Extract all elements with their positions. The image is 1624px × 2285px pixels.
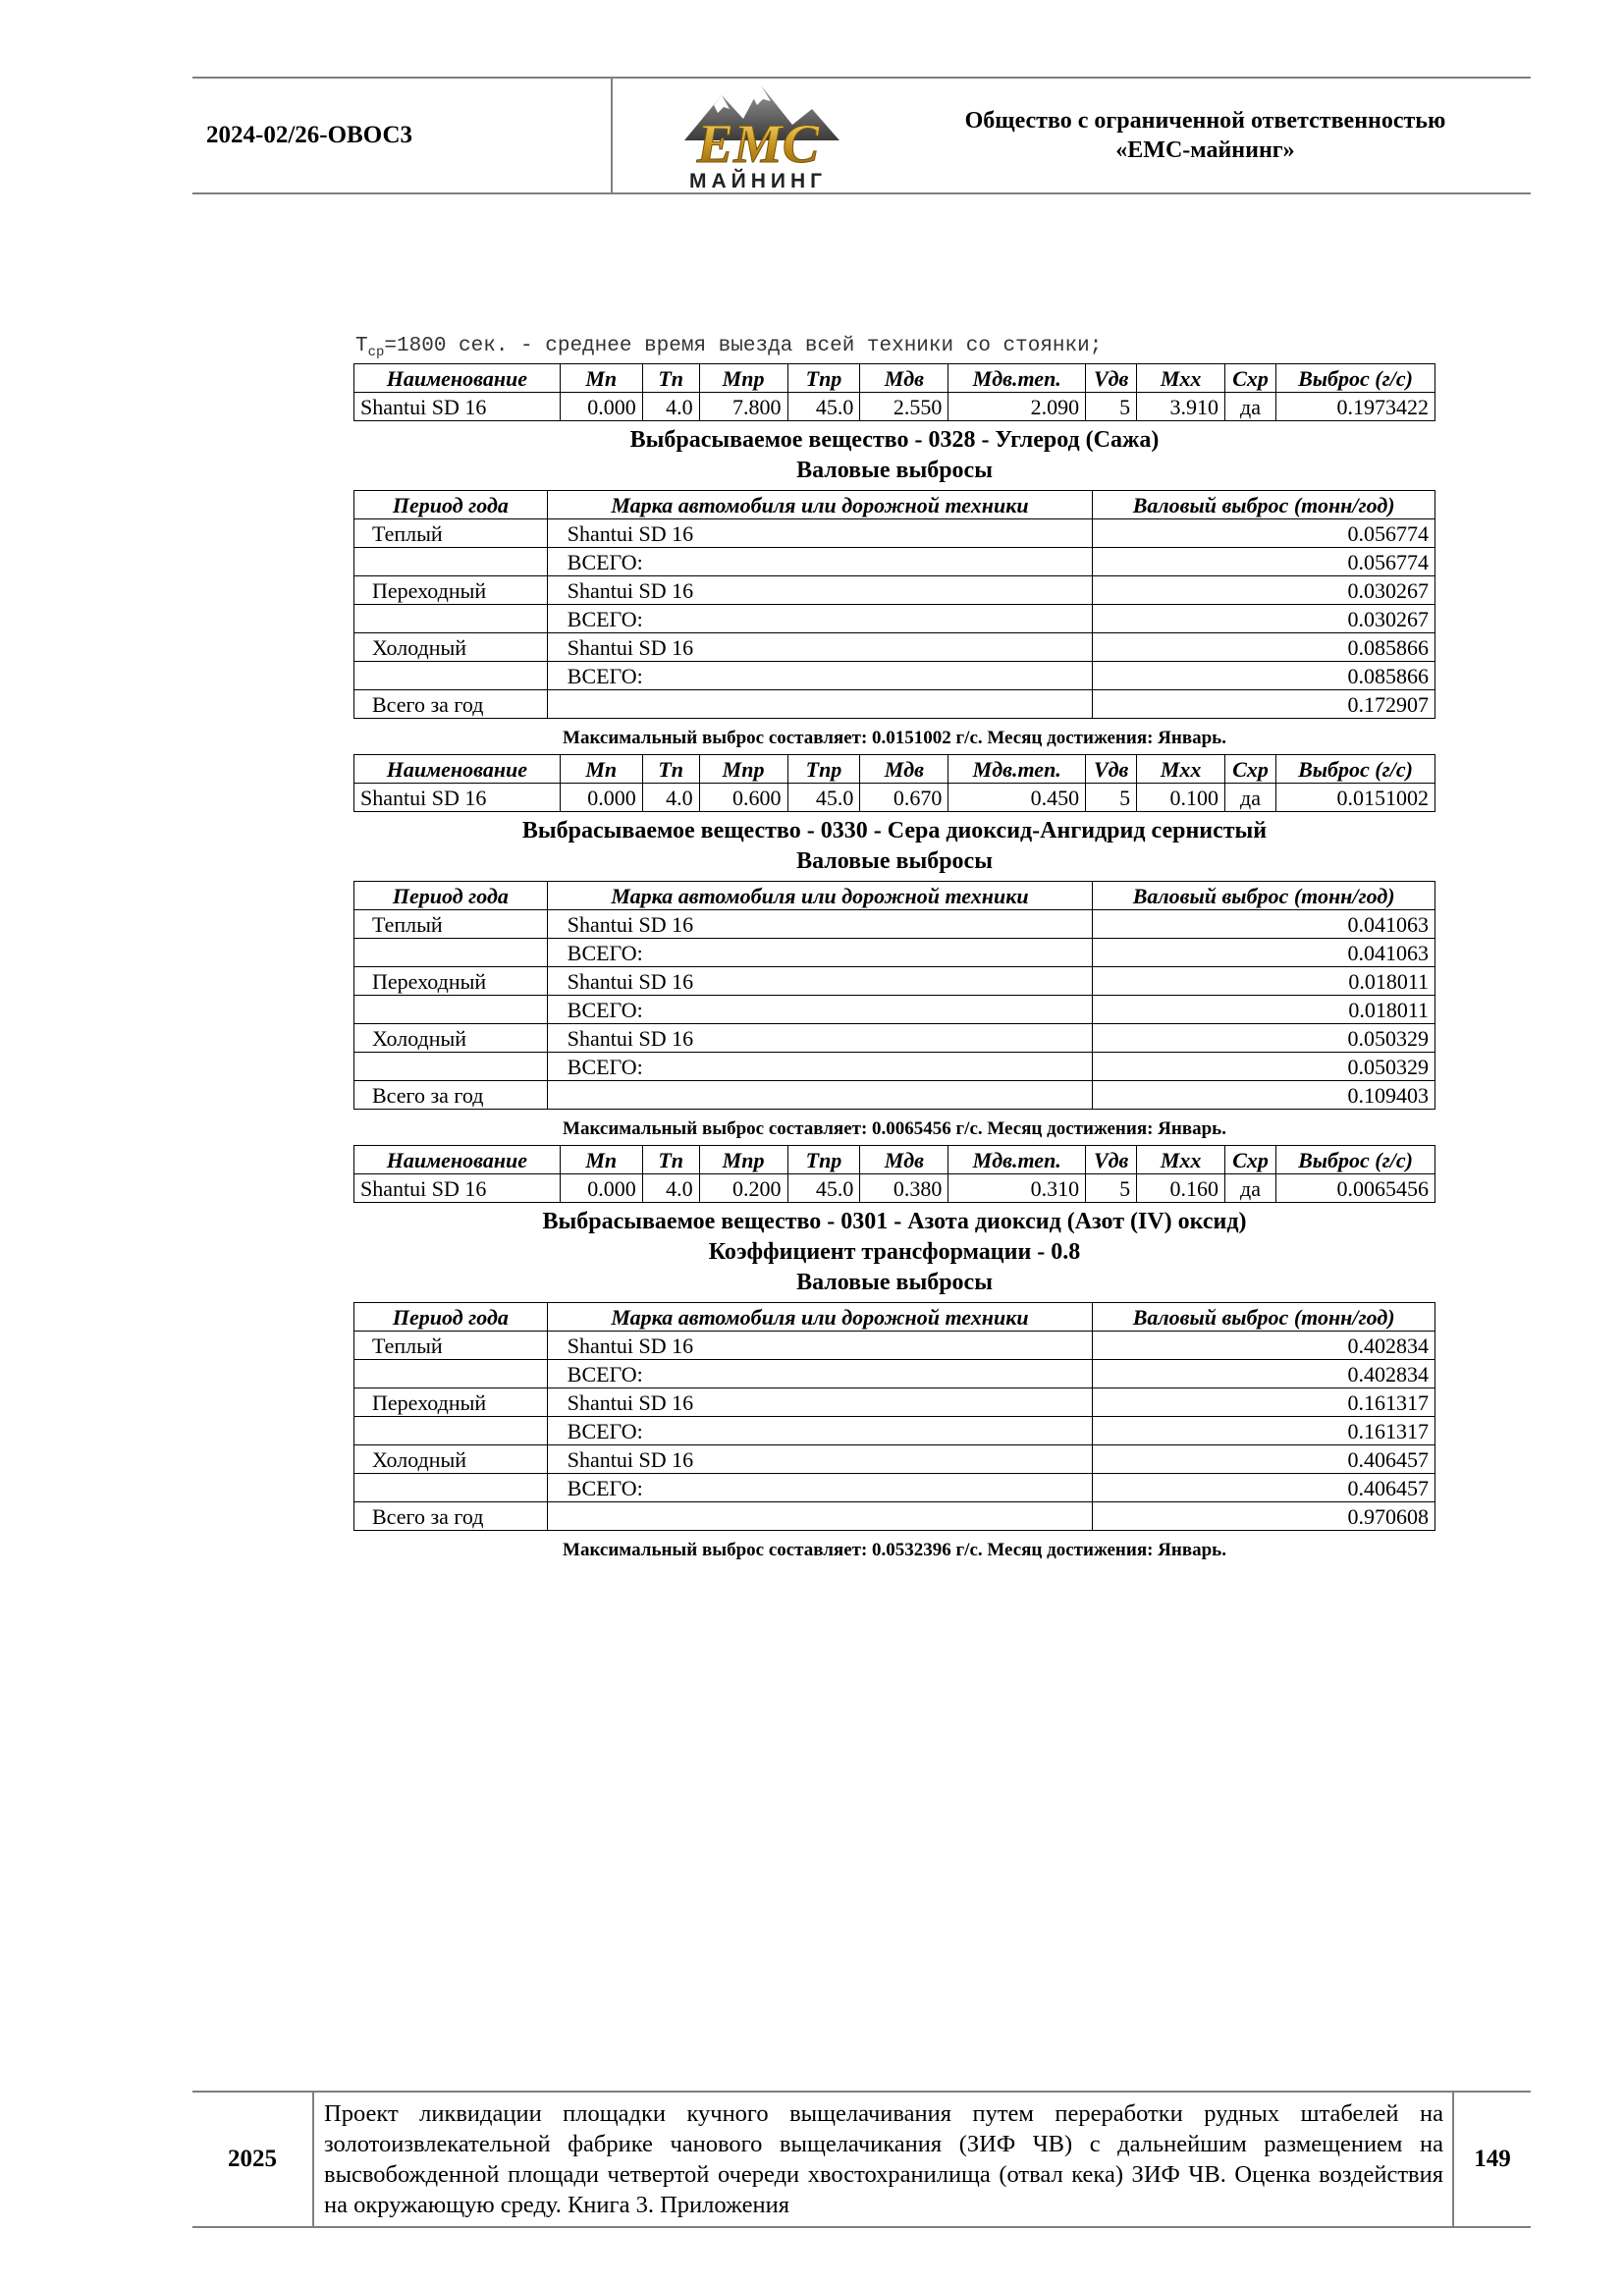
- table-row: ВСЕГО: 0.050329: [354, 1053, 1435, 1081]
- gross-subtitle: Валовые выбросы: [796, 458, 993, 483]
- page-footer: [192, 2091, 1531, 2228]
- table-row: ВСЕГО: 0.406457: [354, 1474, 1435, 1502]
- table-row: Переходный Shantui SD 16 0.161317: [354, 1388, 1435, 1417]
- gross-subtitle: Валовые выбросы: [796, 1270, 993, 1295]
- table-row: Холодный Shantui SD 16 0.406457: [354, 1445, 1435, 1474]
- gross-header-row: Период года Марка автомобиля или дорожной техники Валовый выброс (тонн/год): [354, 1303, 1435, 1332]
- gross-subtitle: Валовые выбросы: [796, 848, 993, 874]
- footer-year: 2025: [228, 2146, 277, 2172]
- substance-title: Выбрасываемое вещество - 0328 - Углерод (Сажа): [629, 427, 1160, 453]
- company-name-line1: Общество с ограниченной ответственностью: [964, 108, 1446, 134]
- params-header-row: Наименование Mп Tп Mпр Tпр Mдв Mдв.теп. Vдв Mxx Cхр Выброс (г/с): [354, 755, 1435, 784]
- page-header: [192, 77, 1531, 194]
- company-name: [880, 79, 1531, 192]
- table-row: Shantui SD 16 0.000 4.0 0.600 45.0 0.670 0.450 5 0.100 да 0.0151002: [354, 784, 1435, 812]
- table-row: Теплый Shantui SD 16 0.402834: [354, 1332, 1435, 1360]
- table-row: Переходный Shantui SD 16 0.030267: [354, 576, 1435, 605]
- max-emission-note: Максимальный выброс составляет: 0.0532396 г/с. Месяц достижения: Январь.: [563, 1540, 1226, 1560]
- gross-header-row: Период года Марка автомобиля или дорожной техники Валовый выброс (тонн/год): [354, 882, 1435, 910]
- header-divider: [611, 79, 613, 192]
- gross-table-2: [353, 881, 1435, 1110]
- params-table-2: [353, 1145, 1435, 1203]
- substance-title: Выбрасываемое вещество - 0330 - Сера диоксид-Ангидрид сернистый: [521, 818, 1268, 843]
- table-row: ВСЕГО: 0.402834: [354, 1360, 1435, 1388]
- gross-table-3: [353, 1302, 1435, 1531]
- table-row: ВСЕГО: 0.085866: [354, 662, 1435, 690]
- company-logo: [640, 79, 876, 192]
- table-row: Переходный Shantui SD 16 0.018011: [354, 967, 1435, 996]
- svg-text:EMC: EMC: [696, 113, 820, 175]
- gross-table-1: [353, 490, 1435, 719]
- company-name-line2: «ЕМС-майнинг»: [1115, 137, 1295, 163]
- table-row: ВСЕГО: 0.041063: [354, 939, 1435, 967]
- table-row: ВСЕГО: 0.161317: [354, 1417, 1435, 1445]
- params-header-row: Наименование Mп Tп Mпр Tпр Mдв Mдв.теп. Vдв Mxx Cхр Выброс (г/с): [354, 1146, 1435, 1174]
- substance-title: Выбрасываемое вещество - 0301 - Азота диоксид (Азот (IV) оксид): [542, 1209, 1247, 1234]
- max-emission-note: Максимальный выброс составляет: 0.0151002 г/с. Месяц достижения: Январь.: [563, 728, 1226, 748]
- params-header-row: Наименование Mп Tп Mпр Tпр Mдв Mдв.теп. Vдв Mxx Cхр Выброс (г/с): [354, 364, 1435, 393]
- table-row: Всего за год 0.970608: [354, 1502, 1435, 1531]
- table-row: Shantui SD 16 0.000 4.0 7.800 45.0 2.550 2.090 5 3.910 да 0.1973422: [354, 393, 1435, 421]
- table-row: Всего за год 0.109403: [354, 1081, 1435, 1110]
- max-emission-note: Максимальный выброс составляет: 0.0065456 г/с. Месяц достижения: Январь.: [563, 1118, 1226, 1139]
- table-row: Всего за год 0.172907: [354, 690, 1435, 719]
- mountain-logo-icon: [645, 80, 871, 192]
- intro-line: $T_{ср}=1800$ сек. - среднее время выезда всей техники со стоянки;: [355, 335, 1103, 361]
- table-row: ВСЕГО: 0.030267: [354, 605, 1435, 633]
- footer-divider: [312, 2093, 314, 2226]
- page-number: 149: [1474, 2146, 1511, 2172]
- table-row: Холодный Shantui SD 16 0.085866: [354, 633, 1435, 662]
- gross-header-row: Период года Марка автомобиля или дорожной техники Валовый выброс (тонн/год): [354, 491, 1435, 519]
- table-row: Shantui SD 16 0.000 4.0 0.200 45.0 0.380 0.310 5 0.160 да 0.0065456: [354, 1174, 1435, 1203]
- params-table-0: [353, 363, 1435, 421]
- table-row: ВСЕГО: 0.018011: [354, 996, 1435, 1024]
- table-row: ВСЕГО: 0.056774: [354, 548, 1435, 576]
- table-row: Теплый Shantui SD 16 0.056774: [354, 519, 1435, 548]
- main-content: [353, 330, 1440, 1566]
- footer-description: Проект ликвидации площадки кучного выщелачивания путем переработки рудных штабелей на золотоизвлекательной фабрике чанового выщелачикания (ЗИФ ЧВ) с дальнейшим размещением на высвобожденной площади четвертой очереди хвостохранилища (отвал кека) ЗИФ ЧВ. Оценка воздействия на окружающую среду. Книга 3. Приложения: [324, 2100, 1443, 2218]
- svg-text:МАЙНИНГ: МАЙНИНГ: [688, 169, 828, 192]
- transformation-coefficient: Коэффициент трансформации - 0.8: [708, 1239, 1081, 1265]
- document-code: 2024-02/26-ОВОС3: [206, 122, 413, 148]
- table-row: Теплый Shantui SD 16 0.041063: [354, 910, 1435, 939]
- table-row: Холодный Shantui SD 16 0.050329: [354, 1024, 1435, 1053]
- params-table-1: [353, 754, 1435, 812]
